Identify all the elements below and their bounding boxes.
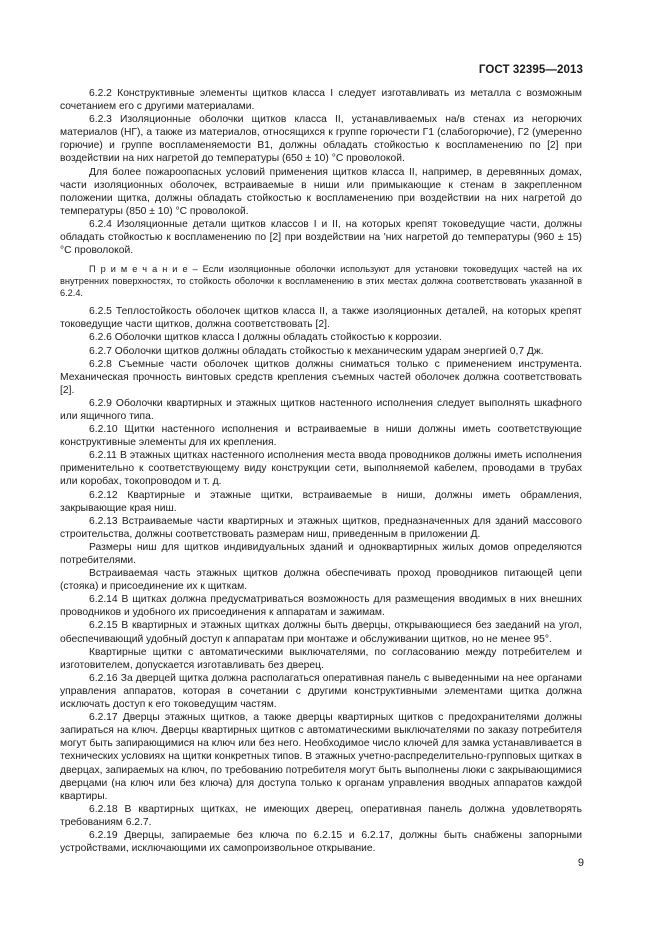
body-text: [60, 87, 582, 855]
paragraph-6-2-14: 6.2.14 В щитках должна предусматриваться возможность для размещения вводимых в них внешних проводников и удобного их присоединения к аппаратам и зажимам.: [60, 594, 582, 619]
page-number: 9: [577, 857, 584, 869]
paragraph-6-2-2: 6.2.2 Конструктивные элементы щитков класса I следует изготавливать из металла с возможным сочетанием его с другими материалами.: [60, 88, 582, 113]
paragraph-6-2-3-cont: Для более пожароопасных условий применения щитков класса II, например, в деревянных домах, части изоляционных оболочек, встраиваемые в ниши или примыкающие к стенам в закрепленном положении щитка, должны обладать стойкостью к воспламенению при воздействии на них нагретой до температуры (850 ± 10) °С проволокой.: [60, 166, 582, 217]
paragraph-6-2-5: 6.2.5 Теплостойкость оболочек щитков класса II, а также изоляционных деталей, на которых крепят токоведущие части щитков, должна соответствовать [2].: [60, 306, 582, 331]
paragraph-6-2-11: 6.2.11 В этажных щитках настенного исполнения места ввода проводников должны иметь исполнения применительно к соответствующему виду конструкции сети, выполняемой кабелем, проводами в трубах или коробах, токопроводом и т. д.: [60, 450, 582, 488]
paragraph-6-2-3: 6.2.3 Изоляционные оболочки щитков класса II, устанавливаемых на/в стенах из негорючих материалов (НГ), а также из материалов, относящихся к группе горючести Г1 (слабогорючие), Г2 (умеренно горючие) и группе воспламеняемости В1, должны обладать стойкостью к воспламенению по [2] при воздействии на них нагретой до температуры (650 ± 10) °С проволокой.: [60, 114, 582, 165]
paragraph-6-2-10: 6.2.10 Щитки настенного исполнения и встраиваемые в ниши должны иметь соответствующие конструктивные элементы для их крепления.: [60, 424, 582, 449]
standard-header: ГОСТ 32395—2013: [478, 64, 583, 76]
paragraph-6-2-8: 6.2.8 Съемные части оболочек щитков должны сниматься только с применением инструмента. Механическая прочность винтовых средств крепления съемных частей оболочек должна соответствовать [2].: [60, 358, 582, 396]
paragraph-6-2-12: 6.2.12 Квартирные и этажные щитки, встраиваемые в ниши, должны иметь обрамления, закрывающие края ниш.: [60, 489, 582, 514]
paragraph-6-2-13: 6.2.13 Встраиваемые части квартирных и этажных щитков, предназначенных для зданий массового строительства, должны соответствовать размерам ниш, приведенным в приложении Д.: [60, 515, 582, 540]
paragraph-6-2-7: 6.2.7 Оболочки щитков должны обладать стойкостью к механическим ударам энергией 0,7 Дж.: [89, 345, 544, 357]
paragraph-6-2-13-cont2: Встраиваемая часть этажных щитков должна обеспечивать проход проводников питающей цепи (стояка) и присоединение их к щиткам.: [60, 568, 582, 593]
paragraph-6-2-19: 6.2.19 Дверцы, запираемые без ключа по 6.2.15 и 6.2.17, должны быть снабжены запорными устройствами, исключающими их самопроизвольное открывание.: [60, 829, 582, 855]
paragraph-6-2-6: 6.2.6 Оболочки щитков класса I должны обладать стойкостью к коррозии.: [89, 332, 442, 344]
paragraph-6-2-9: 6.2.9 Оболочки квартирных и этажных щитков настенного исполнения следует выполнять шкафного или ящичного типа.: [60, 397, 582, 422]
paragraph-6-2-4: 6.2.4 Изоляционные детали щитков классов I и II, на которых крепят токоведущие части, должны обладать стойкостью к воспламенению по [2] при воздействии на 'них нагретой до температуры (960 ± 15) °С проволокой.: [60, 218, 582, 257]
paragraph-6-2-13-cont: Размеры ниш для щитков индивидуальных зданий и одноквартирных жилых домов определяются потребителями.: [60, 541, 582, 566]
note-paragraph: П р и м е ч а н и е – Если изоляционные оболочки используют для установки токоведущих частей на их внутренних поверхностях, то стойкость оболочки к воспламенению в этих местах должна соответствовать указанной в 6.2.4.: [60, 264, 582, 299]
paragraph-6-2-15-cont: Квартирные щитки с автоматическими выключателями, по согласованию между потребителем и изготовителем, допускается изготавливать без дверец.: [60, 646, 582, 671]
paragraph-6-2-17: 6.2.17 Дверцы этажных щитков, а также дверцы квартирных щитков с предохранителями должны запираться на ключ. Дверцы квартирных щитков с автоматическими выключателями по заказу потребителя могут быть запирающимися на ключ или без него. Необходимое число ключей для замка устанавливается в технических условиях на щитки конкретных типов. В этажных учетно-распределительно-групповых щитках в дверцах, запираемых на ключ, по требованию потребителя могут быть выполнены люки с закрывающимися дверцами (на ключ или без ключа) для доступа только к органам управления вводных аппаратов каждой квартиры.: [60, 712, 582, 802]
paragraph-6-2-15: 6.2.15 В квартирных и этажных щитках должны быть дверцы, открывающиеся без заеданий на угол, обеспечивающий удобный доступ к аппаратам при монтаже и обслуживании щитков, но не менее 95°.: [60, 620, 582, 645]
paragraph-6-2-18: 6.2.18 В квартирных щитках, не имеющих дверец, оперативная панель должна удовлетворять требованиям 6.2.7.: [60, 803, 582, 828]
paragraph-6-2-16: 6.2.16 За дверцей щитка должна располагаться оперативная панель с выведенными на нее органами управления аппаратов, которая в сочетании с другими конструктивными элементами щитка должна исключать доступ к его токоведущим частям.: [60, 672, 582, 711]
